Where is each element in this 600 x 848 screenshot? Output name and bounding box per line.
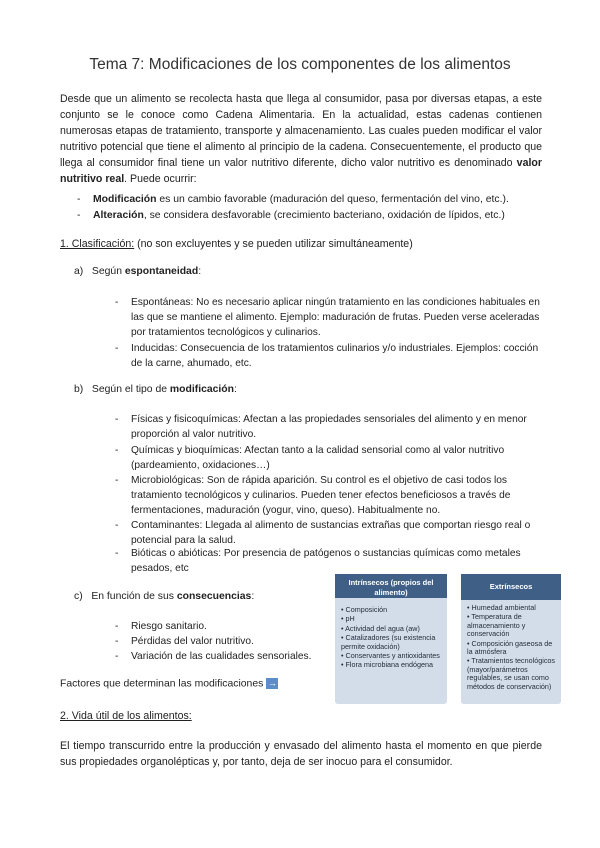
extrinsic-factors-box: [461, 574, 561, 704]
intrinsic-item: • pH: [341, 614, 355, 624]
section-heading-shelf-life: 2. Vida útil de los alimentos:: [60, 710, 192, 722]
intrinsic-item: • Flora microbiana endógena: [341, 660, 434, 670]
section-heading-classification: 1. Clasificación: (no son excluyentes y se pueden utilizar simultáneamente): [60, 238, 413, 250]
subsection-b: b) Según el tipo de modificación:: [74, 384, 237, 395]
subsection-c: c) En función de sus consecuencias:: [74, 591, 255, 602]
intrinsic-item: • Catalizadores (su existencia permite oxidación): [341, 633, 436, 651]
intrinsic-item: • Composición: [341, 605, 388, 614]
intrinsic-factors-box: [335, 574, 447, 704]
subsection-a: a) Según espontaneidad:: [74, 266, 202, 277]
list-item: - Químicas y bioquímicas: Afectan tanto a la calidad sensorial como al valor nutritivo (pardeamiento, oxidaciones…): [115, 445, 505, 471]
occurrence-item: - Alteración, se considera desfavorable (crecimiento bacteriano, oxidación de lípidos, etc.): [77, 210, 505, 221]
intrinsic-title: Intrínsecos (propios del alimento): [335, 574, 447, 598]
list-item: - Variación de las cualidades sensoriales.: [115, 651, 312, 662]
occurrence-item: - Modificación es un cambio favorable (maduración del queso, fermentación del vino, etc.).: [77, 194, 509, 205]
extrinsic-item: • Composición gaseosa de la atmósfera: [467, 638, 553, 657]
extrinsic-title: Extrínsecos: [461, 574, 561, 600]
extrinsic-item: • Tratamientos tecnológicos (mayor/parámetros regulables, se usan como métodos de conservación): [467, 656, 556, 691]
list-item: - Contaminantes: Llegada al alimento de sustancias extrañas que comportan riesgo real o potencial para la salud.: [115, 520, 531, 546]
list-item: - Físicas y fisicoquímicas: Afectan a las propiedades sensoriales del alimento y en menor proporción al valor nutritivo.: [115, 414, 527, 440]
list-item: - Pérdidas del valor nutritivo.: [115, 636, 254, 647]
arrow-right-icon[interactable]: →: [267, 678, 277, 688]
intrinsic-item: • Actividad del agua (aw): [341, 623, 420, 633]
list-item: - Microbiológicas: Son de rápida aparición. Su control es el objetivo de casi todos los tratamiento tecnológicos y culinarios. Pueden tener efectos beneficiosos a través de fermentaciones, maduración (yogur, vino, queso). Habitualmente no.: [115, 475, 511, 516]
list-item: - Espontáneas: No es necesario aplicar ningún tratamiento en las condiciones habituales en las que se mantiene el alimento. Ejemplo: maduración de frutas. Pueden verse aceleradas por tratamientos tecnológicos y culinarios.: [115, 297, 540, 338]
factors-caption: Factores que determinan las modificaciones →: [60, 678, 277, 690]
list-item: - Inducidas: Consecuencia de los tratamientos culinarios y/o industriales. Ejemplos: cocción de la carne, ahumado, etc.: [115, 343, 539, 369]
page-title: Tema 7: Modificaciones de los componentes de los alimentos: [89, 56, 511, 73]
list-item: - Bióticas o abióticas: Por presencia de patógenos o sustancias químicas como metales pesados, etc: [115, 548, 521, 574]
extrinsic-item: • Humedad ambiental: [467, 603, 536, 612]
extrinsic-item: • Temperatura de almacenamiento y conservación: [467, 612, 526, 639]
intro-paragraph: Desde que un alimento se recolecta hasta que llega al consumidor, pasa por diversas etapas, a este conjunto se le conoce como Cadena Alimentaria. En la actualidad, estas cadenas contienen numerosas etapas de tratamiento, transporte y almacenamiento. Las cuales pueden modificar el valor nutritivo potencial que tiene el alimento al principio de la cadena. Consecuentemente, el producto que llega al consumidor final tiene un valor nutritivo diferente, dicho valor nutritivo es denominado valor nutritivo real. Puede ocurrir:: [60, 93, 542, 185]
intrinsic-item: • Conservantes y antioxidantes: [341, 651, 440, 661]
list-item: - Riesgo sanitario.: [115, 621, 207, 632]
shelf-life-paragraph: El tiempo transcurrido entre la producción y envasado del alimento hasta el momento en que pierde sus propiedades organolépticas y, por tanto, deja de ser inocuo para el consumidor.: [60, 740, 542, 768]
